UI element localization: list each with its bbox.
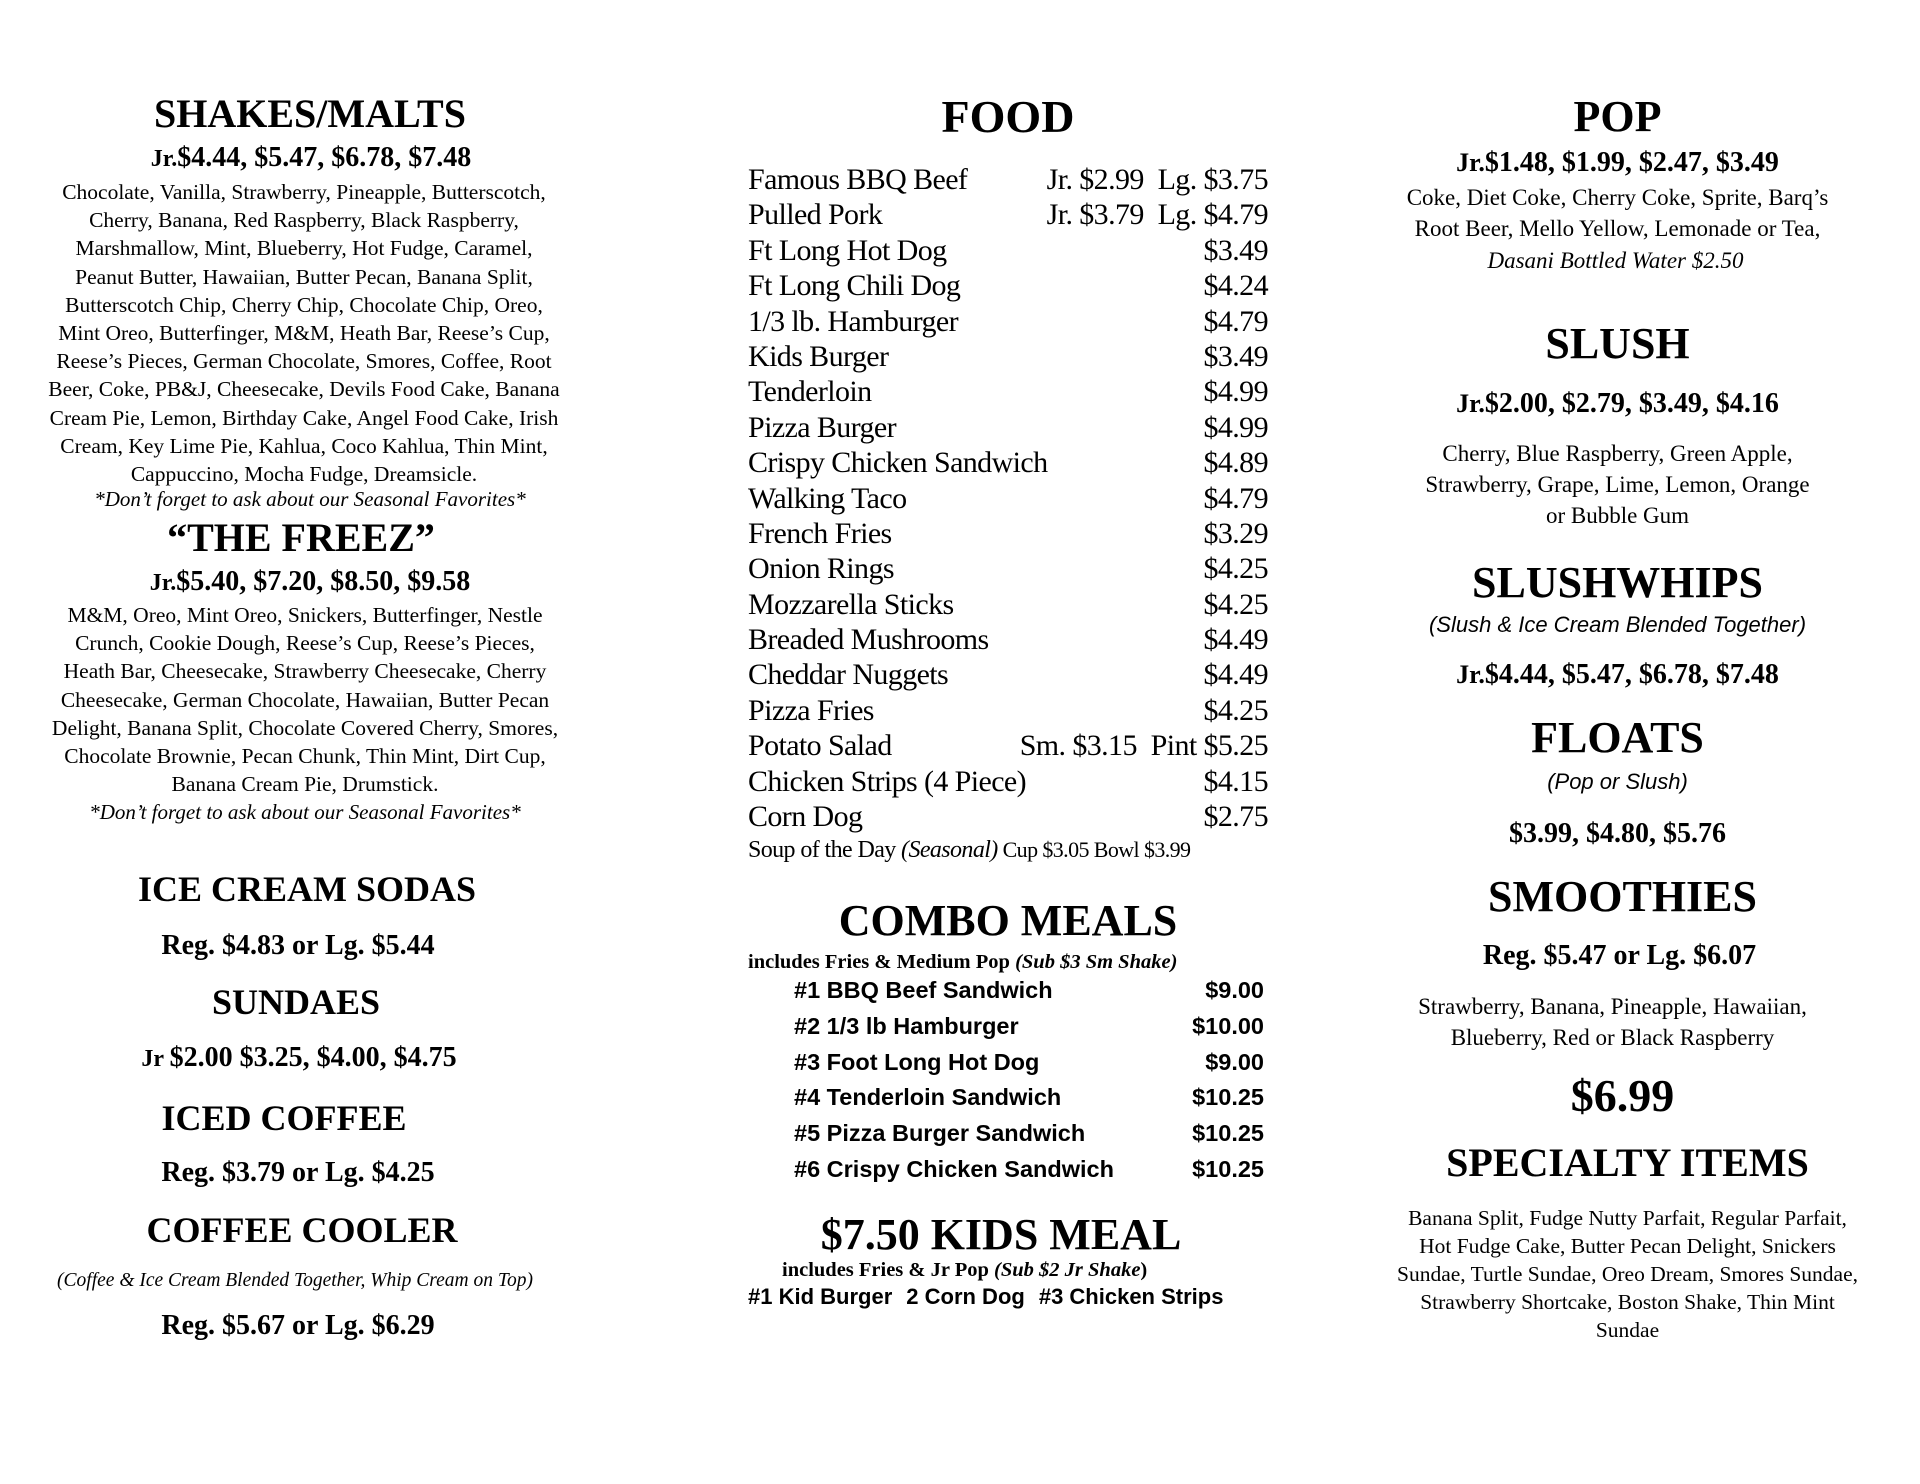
food-item-price: $4.49 bbox=[1203, 623, 1268, 657]
food-item-name: French Fries bbox=[748, 516, 892, 550]
specialty-items-list bbox=[1345, 1204, 1910, 1344]
food-item-size-prices: Sm. $3.15 Pint $5.25 bbox=[1019, 729, 1268, 763]
combo-includes bbox=[748, 950, 1177, 974]
freez-flavor-line: Chocolate Brownie, Pecan Chunk, Thin Mint, Dirt Cup, bbox=[64, 744, 546, 769]
pop-flavor-line: Coke, Diet Coke, Cherry Coke, Sprite, Barq’s bbox=[1406, 185, 1829, 210]
food-item-name: Famous BBQ Beef bbox=[748, 163, 968, 196]
food-item-name: Breaded Mushrooms bbox=[748, 623, 989, 657]
food-item-price: $4.99 bbox=[1203, 410, 1268, 444]
combo-item bbox=[794, 1082, 1264, 1118]
food-item-price: $4.25 bbox=[1203, 693, 1268, 727]
food-item-price: $4.49 bbox=[1203, 658, 1268, 692]
kids-sub-note: (Sub $2 Jr Shake bbox=[994, 1259, 1141, 1281]
sundaes-title: SUNDAES bbox=[211, 982, 381, 1022]
food-title: FOOD bbox=[941, 91, 1075, 142]
food-item-name: Tenderloin bbox=[748, 375, 872, 409]
freez-flavor-line: Banana Cream Pie, Drumstick. bbox=[171, 772, 439, 797]
kids-meal-item: 2 Corn Dog bbox=[906, 1284, 1025, 1309]
shakes-flavor-line: Chocolate, Vanilla, Strawberry, Pineapple, Butterscotch, bbox=[62, 180, 546, 204]
freez-price-values: $5.40, $7.20, $8.50, $9.58 bbox=[176, 566, 471, 597]
kids-meal-item: #3 Chicken Strips bbox=[1038, 1284, 1224, 1309]
food-item-size-prices: Jr. $2.99 Lg. $3.75 bbox=[1046, 163, 1268, 196]
food-item-name: 1/3 lb. Hamburger bbox=[748, 304, 959, 338]
food-item-price: $3.49 bbox=[1203, 233, 1268, 267]
freez-flavor-line: Heath Bar, Cheesecake, Strawberry Cheesecake, Cherry bbox=[63, 659, 547, 684]
combo-item-price: $10.00 bbox=[1192, 1012, 1264, 1039]
freez-flavor-line: Crunch, Cookie Dough, Reese’s Cup, Reese’s Pieces, bbox=[75, 631, 535, 656]
combo-item-price: $10.25 bbox=[1192, 1155, 1264, 1182]
food-item bbox=[748, 445, 1268, 480]
food-item bbox=[748, 374, 1268, 409]
smoothies-flavor-list bbox=[1315, 991, 1910, 1053]
slush-title: SLUSH bbox=[1545, 319, 1690, 368]
shakes-flavor-line: Cream, Key Lime Pie, Kahlua, Coco Kahlua, Thin Mint, bbox=[60, 433, 548, 458]
slush-price-prefix: Jr. bbox=[1456, 389, 1485, 418]
combo-item-name: #6 Crispy Chicken Sandwich bbox=[794, 1155, 1114, 1182]
pop-price-prefix: Jr. bbox=[1456, 148, 1485, 177]
food-item-name: Potato Salad bbox=[748, 729, 892, 763]
food-item bbox=[748, 162, 1268, 197]
food-item-price: $4.15 bbox=[1203, 764, 1268, 798]
combo-item bbox=[794, 1047, 1264, 1083]
shakes-flavor-line: Butterscotch Chip, Cherry Chip, Chocolate Chip, Oreo, bbox=[65, 292, 543, 317]
food-item bbox=[748, 410, 1268, 445]
slush-flavor-list bbox=[1325, 438, 1910, 531]
food-item-price: $4.25 bbox=[1203, 587, 1268, 621]
combo-item-price: $10.25 bbox=[1192, 1120, 1264, 1147]
food-item-name: Pulled Pork bbox=[748, 198, 883, 232]
combo-includes-text: includes Fries & Medium Pop bbox=[748, 951, 1016, 973]
kids-meal-items bbox=[748, 1283, 1237, 1311]
food-item bbox=[748, 622, 1268, 657]
combo-item-price: $9.00 bbox=[1205, 977, 1264, 1003]
specialty-item-line: Hot Fudge Cake, Butter Pecan Delight, Snickers bbox=[1419, 1234, 1836, 1258]
freez-flavor-line: Delight, Banana Split, Chocolate Covered Cherry, Smores, bbox=[51, 715, 559, 740]
combo-item-name: #1 BBQ Beef Sandwich bbox=[794, 977, 1053, 1003]
floats-title: FLOATS bbox=[1531, 713, 1704, 762]
shakes-flavor-line: Peanut Butter, Hawaiian, Butter Pecan, Banana Split, bbox=[75, 264, 533, 289]
iced-coffee-price: Reg. $3.79 or Lg. $4.25 bbox=[161, 1157, 435, 1188]
soup-of-the-day bbox=[748, 836, 1268, 864]
food-item bbox=[748, 481, 1268, 516]
shakes-flavor-line: Beer, Coke, PB&J, Cheesecake, Devils Food Cake, Banana bbox=[48, 377, 560, 402]
food-item-name: Ft Long Chili Dog bbox=[748, 269, 961, 303]
freez-flavor-line: M&M, Oreo, Mint Oreo, Snickers, Butterfinger, Nestle bbox=[67, 603, 543, 627]
combo-item bbox=[794, 1154, 1264, 1190]
freez-flavor-list bbox=[0, 601, 620, 798]
combo-meals-title: COMBO MEALS bbox=[838, 896, 1178, 945]
food-item-name: Pizza Burger bbox=[748, 410, 897, 444]
smoothies-flavor-line: Blueberry, Red or Black Raspberry bbox=[1450, 1025, 1775, 1050]
food-item-price: $3.29 bbox=[1203, 516, 1268, 550]
shakes-flavor-line: Reese’s Pieces, German Chocolate, Smores, Coffee, Root bbox=[56, 349, 552, 374]
food-item-size-prices: Jr. $3.79 Lg. $4.79 bbox=[1046, 198, 1268, 232]
pop-bottled-water: Dasani Bottled Water $2.50 bbox=[1487, 248, 1744, 273]
sundaes-price-values: $2.00 $3.25, $4.00, $4.75 bbox=[169, 1042, 457, 1073]
freez-flavor-line: Cheesecake, German Chocolate, Hawaiian, Butter Pecan bbox=[60, 687, 550, 712]
smoothies-price: Reg. $5.47 or Lg. $6.07 bbox=[1482, 940, 1757, 971]
smoothies-flavor-line: Strawberry, Banana, Pineapple, Hawaiian, bbox=[1418, 994, 1807, 1019]
pop-price-values: $1.48, $1.99, $2.47, $3.49 bbox=[1484, 147, 1779, 178]
freez-prices bbox=[0, 566, 620, 599]
specialty-item-line: Strawberry Shortcake, Boston Shake, Thin Mint bbox=[1420, 1290, 1835, 1314]
food-item-name: Ft Long Hot Dog bbox=[748, 233, 947, 267]
specialty-items-title: SPECIALTY ITEMS bbox=[1446, 1140, 1809, 1185]
ice-cream-sodas-price: Reg. $4.83 or Lg. $5.44 bbox=[161, 930, 435, 961]
shakes-flavor-line: Marshmallow, Mint, Blueberry, Hot Fudge, Caramel, bbox=[75, 236, 533, 261]
slushwhips-price-prefix: Jr. bbox=[1456, 660, 1485, 689]
food-item bbox=[748, 693, 1268, 728]
food-item-name: Pizza Fries bbox=[748, 693, 874, 727]
ice-cream-sodas-title: ICE CREAM SODAS bbox=[137, 869, 477, 909]
sundaes-price-prefix: Jr bbox=[141, 1046, 170, 1072]
slushwhips-prices bbox=[1325, 659, 1910, 691]
shakes-price-prefix: Jr. bbox=[150, 146, 178, 172]
combo-list bbox=[794, 975, 1264, 1190]
food-item-name: Cheddar Nuggets bbox=[748, 658, 949, 692]
floats-prices: $3.99, $4.80, $5.76 bbox=[1509, 818, 1726, 849]
shakes-seasonal-note: *Don’t forget to ask about our Seasonal Favorites* bbox=[94, 487, 526, 511]
slushwhips-note: (Slush & Ice Cream Blended Together) bbox=[1428, 612, 1807, 637]
food-item-price: $4.25 bbox=[1203, 552, 1268, 586]
kids-meal-title: $7.50 KIDS MEAL bbox=[820, 1210, 1182, 1259]
food-item-price: $3.49 bbox=[1203, 339, 1268, 373]
food-item-name: Mozzarella Sticks bbox=[748, 587, 954, 621]
freez-price-prefix: Jr. bbox=[149, 570, 177, 596]
shakes-price-values: $4.44, $5.47, $6.78, $7.48 bbox=[177, 142, 472, 173]
slushwhips-price-values: $4.44, $5.47, $6.78, $7.48 bbox=[1484, 659, 1779, 690]
food-item-price: $4.79 bbox=[1203, 481, 1268, 515]
combo-item-name: #5 Pizza Burger Sandwich bbox=[794, 1120, 1086, 1147]
slush-prices bbox=[1325, 388, 1910, 420]
combo-item-name: #3 Foot Long Hot Dog bbox=[794, 1048, 1040, 1075]
kids-meal-item: #1 Kid Burger bbox=[748, 1284, 893, 1309]
food-item bbox=[748, 516, 1268, 551]
food-item bbox=[748, 551, 1268, 586]
slush-flavor-line: Strawberry, Grape, Lime, Lemon, Orange bbox=[1425, 472, 1810, 497]
smoothies-big-price: $6.99 bbox=[1570, 1070, 1675, 1121]
specialty-item-line: Sundae, Turtle Sundae, Oreo Dream, Smores Sundae, bbox=[1397, 1262, 1858, 1286]
food-item bbox=[748, 268, 1268, 303]
food-item bbox=[748, 657, 1268, 692]
coffee-cooler-price: Reg. $5.67 or Lg. $6.29 bbox=[161, 1310, 435, 1341]
slush-price-values: $2.00, $2.79, $3.49, $4.16 bbox=[1484, 388, 1779, 419]
food-item bbox=[748, 233, 1268, 268]
soup-name: Soup of the Day bbox=[748, 837, 902, 863]
food-item bbox=[748, 799, 1268, 834]
food-item-price: $4.89 bbox=[1203, 446, 1268, 480]
soup-seasonal: (Seasonal) bbox=[901, 837, 998, 863]
pop-prices bbox=[1325, 147, 1910, 179]
sundaes-prices bbox=[0, 1042, 620, 1075]
specialty-item-line: Sundae bbox=[1595, 1318, 1660, 1342]
shakes-flavor-line: Cappuccino, Mocha Fudge, Dreamsicle. bbox=[130, 462, 478, 487]
combo-item-price: $10.25 bbox=[1192, 1084, 1264, 1111]
food-item-name: Corn Dog bbox=[748, 800, 863, 834]
pop-flavor-list bbox=[1325, 182, 1910, 244]
pop-flavor-line: Root Beer, Mello Yellow, Lemonade or Tea, bbox=[1414, 216, 1821, 241]
food-item bbox=[748, 197, 1268, 232]
coffee-cooler-title: COFFEE COOLER bbox=[146, 1210, 458, 1250]
food-item-name: Chicken Strips (4 Piece) bbox=[748, 764, 1027, 798]
combo-item bbox=[794, 1011, 1264, 1047]
specialty-item-line: Banana Split, Fudge Nutty Parfait, Regular Parfait, bbox=[1408, 1206, 1847, 1230]
combo-item bbox=[794, 975, 1264, 1011]
slushwhips-title: SLUSHWHIPS bbox=[1472, 558, 1763, 607]
kids-includes-text: includes Fries & Jr Pop bbox=[782, 1259, 995, 1281]
shakes-prices bbox=[2, 142, 620, 175]
combo-item-price: $9.00 bbox=[1205, 1048, 1264, 1075]
food-item-name: Onion Rings bbox=[748, 552, 894, 586]
shakes-flavor-line: Cream Pie, Lemon, Birthday Cake, Angel Food Cake, Irish bbox=[49, 405, 559, 430]
kids-sub-paren: ) bbox=[1140, 1259, 1148, 1281]
pop-title: POP bbox=[1573, 92, 1662, 141]
combo-sub-note: (Sub $3 Sm Shake) bbox=[1015, 951, 1178, 973]
food-item-name: Kids Burger bbox=[748, 339, 889, 373]
shakes-flavor-line: Cherry, Banana, Red Raspberry, Black Raspberry, bbox=[89, 208, 519, 233]
food-item-price: $4.24 bbox=[1203, 269, 1268, 303]
food-item-name: Crispy Chicken Sandwich bbox=[748, 446, 1048, 480]
food-item bbox=[748, 587, 1268, 622]
shakes-flavor-list bbox=[0, 178, 620, 488]
food-item-name: Walking Taco bbox=[748, 481, 907, 515]
combo-item-name: #2 1/3 lb Hamburger bbox=[794, 1012, 1019, 1039]
smoothies-title: SMOOTHIES bbox=[1488, 872, 1757, 921]
food-item bbox=[748, 304, 1268, 339]
food-item bbox=[748, 764, 1268, 799]
food-item-price: $4.99 bbox=[1203, 375, 1268, 409]
combo-item bbox=[794, 1118, 1264, 1154]
iced-coffee-title: ICED COFFEE bbox=[161, 1098, 407, 1138]
food-item bbox=[748, 339, 1268, 374]
combo-item-name: #4 Tenderloin Sandwich bbox=[794, 1084, 1062, 1111]
soup-prices: Cup $3.05 Bowl $3.99 bbox=[997, 837, 1191, 862]
freez-seasonal-note: *Don’t forget to ask about our Seasonal Favorites* bbox=[89, 800, 521, 824]
kids-includes bbox=[782, 1258, 1147, 1282]
food-item bbox=[748, 728, 1268, 763]
food-item-price: $4.79 bbox=[1203, 304, 1268, 338]
freez-title: “THE FREEZ” bbox=[167, 515, 435, 560]
floats-note: (Pop or Slush) bbox=[1547, 769, 1688, 794]
food-item-price: $2.75 bbox=[1203, 800, 1268, 834]
slush-flavor-line: or Bubble Gum bbox=[1545, 503, 1690, 528]
shakes-flavor-line: Mint Oreo, Butterfinger, M&M, Heath Bar, Reese’s Cup, bbox=[58, 321, 550, 346]
slush-flavor-line: Cherry, Blue Raspberry, Green Apple, bbox=[1442, 441, 1793, 466]
shakes-title: SHAKES/MALTS bbox=[154, 91, 466, 136]
coffee-cooler-note: (Coffee & Ice Cream Blended Together, Whip Cream on Top) bbox=[57, 1270, 533, 1291]
food-list bbox=[748, 162, 1268, 834]
